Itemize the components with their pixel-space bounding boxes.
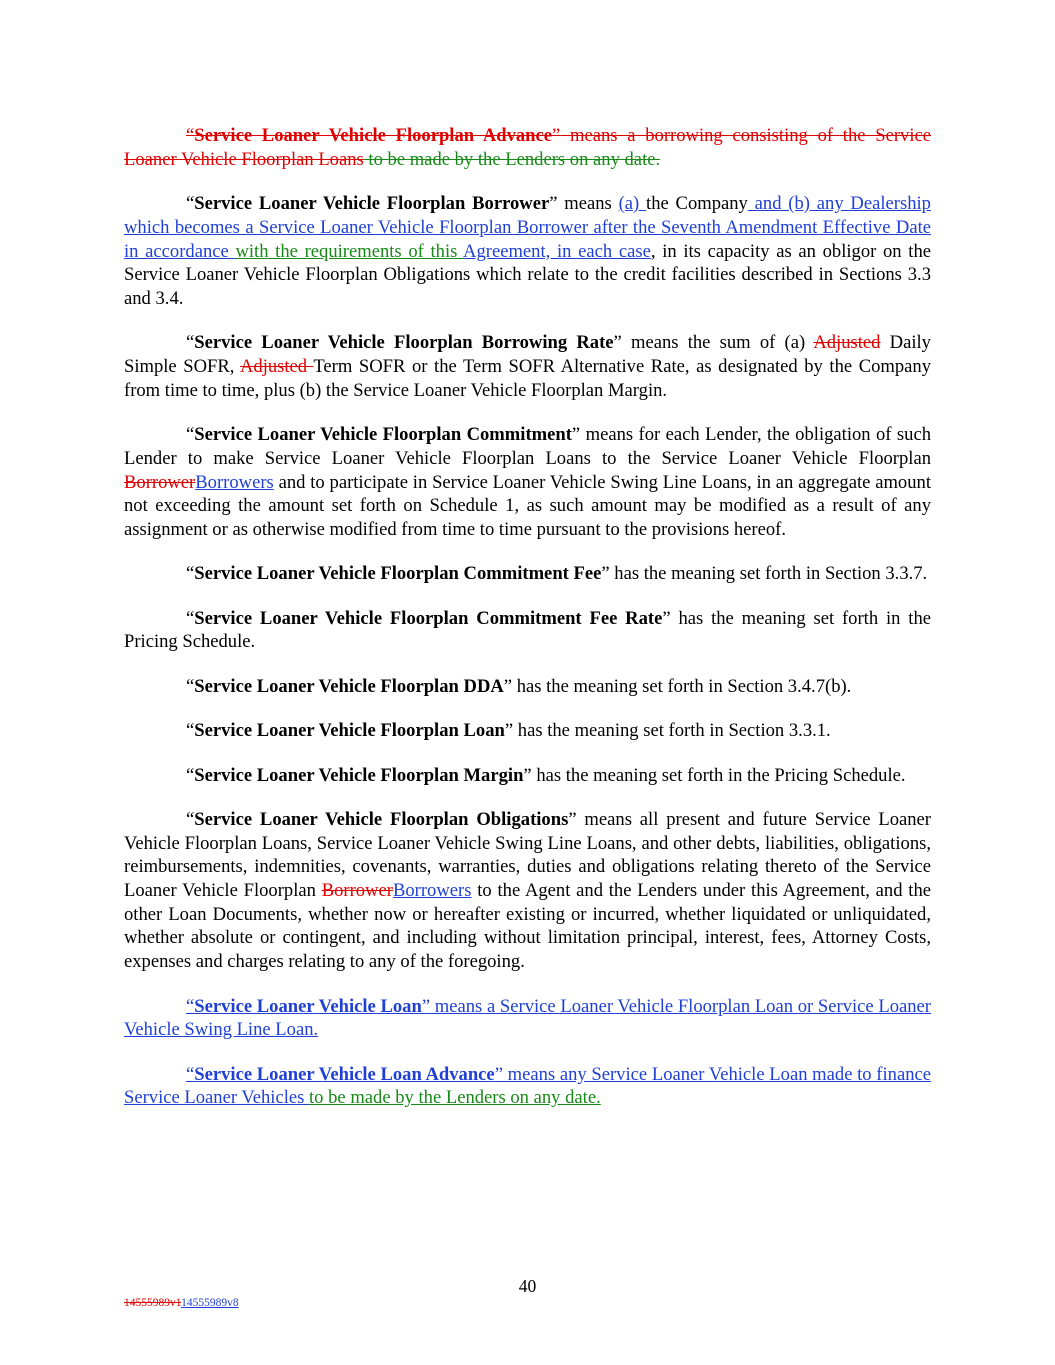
quote-close: ” [571,424,581,446]
definition-service-loaner-vehicle-floorplan-margin [124,764,931,788]
defined-term: Service Loaner Vehicle Floorplan Borrowing Rate [194,332,614,354]
quote-close: ” [549,193,558,215]
moved-text: to be made by the Lenders on any date. [363,148,661,170]
quote-open: “ [186,675,195,697]
inserted-text: Borrowers [195,471,274,493]
quote-open: “ [186,332,195,354]
defined-term: Service Loaner Vehicle Floorplan DDA [194,675,504,697]
definition-service-loaner-vehicle-floorplan-commitment-fee [124,562,931,586]
quote-close: ” [568,808,577,830]
definition-service-loaner-vehicle-floorplan-borrower [124,192,931,311]
quote-close: ” [613,332,622,354]
body-text: Daily Simple SOFR, [124,332,931,377]
quote-close: ” [503,675,513,697]
inserted-text: ” [494,1063,503,1085]
doc-id-deleted: 14555989v1 [124,1297,182,1309]
quote-open: “ [186,424,195,446]
inserted-text: ” [421,995,431,1017]
body-text: , in its capacity as an obligor on the Service Loaner Vehicle Floorplan Obligations which relate to the credit facilities described in Sections 3.3 and 3.4. [124,240,932,309]
document-id [124,1297,239,1309]
defined-term: Service Loaner Vehicle Floorplan Commitment Fee Rate [194,607,663,629]
defined-term: Service Loaner Vehicle Floorplan Borrower [194,193,550,215]
quote-open: “ [186,193,195,215]
body-text: means the sum of (a) [621,332,814,354]
deleted-text: Adjusted [239,356,314,377]
inserted-text: and (b) any Dealership which becomes a Service Loaner Vehicle Floorplan Borrower after the Seventh Amendment Effective Date in accordance [124,193,931,262]
definition-service-loaner-vehicle-floorplan-commitment [124,423,931,542]
defined-term: Service Loaner Vehicle Floorplan Loan [194,720,505,742]
body-text: means [557,193,619,215]
quote-open: “ [186,808,195,830]
deleted-text: Borrower [124,471,196,493]
deleted-text: means a borrowing consisting of the Service Loaner Vehicle Floorplan Loans [124,125,931,170]
definition-service-loaner-vehicle-floorplan-commitment-fee-rate [124,607,931,654]
definition-service-loaner-vehicle-floorplan-advance [124,124,931,171]
body-text: has the meaning set forth in Section 3.4.7(b). [512,675,852,697]
quote-open: “ [186,563,195,585]
moved-text: with the requirements of this [235,240,464,262]
defined-term: Service Loaner Vehicle Loan Advance [194,1063,495,1085]
quote-open: “ [186,607,195,629]
deleted-text: ” [552,125,561,146]
body-text: has the meaning set forth in the Pricing Schedule. [531,764,906,786]
defined-term: Service Loaner Vehicle Floorplan Margin [194,764,524,786]
definition-service-loaner-vehicle-loan-advance [124,1063,931,1110]
body-text: and to participate in Service Loaner Vehicle Swing Line Loans, in an aggregate amount not exceeding the amount set forth on Schedule 1, as such amount may be modified as a result of any assignment or as otherwise modified from time to time pursuant to the provisions hereof. [124,471,931,540]
body-text: has the meaning set forth in Section 3.3.1. [513,720,831,742]
defined-term: Service Loaner Vehicle Floorplan Obligations [194,808,569,830]
inserted-text: “ [186,1063,195,1085]
quote-open: “ [186,764,195,786]
inserted-text: Agreement, in each case [463,240,651,262]
body-text: has the meaning set forth in the Pricing Schedule. [124,607,931,653]
defined-term: Service Loaner Vehicle Loan [194,995,422,1017]
defined-term: Service Loaner Vehicle Floorplan Commitment [194,424,572,446]
deleted-text: Adjusted [813,332,881,354]
moved-text: to be made by the Lenders on any date. [309,1087,601,1109]
quote-open: “ [186,720,195,742]
quote-close: ” [662,607,671,629]
inserted-text: (a) [618,193,647,215]
body-text: to the Agent and the Lenders under this Agreement, and the other Loan Documents, whether now or hereafter existing or incurred, whether liquidated or unliquidated, whether absolute or contingent, and including without limitation principal, interest, fees, Attorney Costs, expenses and charges relating to any of the foregoing. [124,880,931,973]
defined-term: Service Loaner Vehicle Floorplan Commitment Fee [194,563,602,585]
inserted-text: “ [186,995,195,1017]
body-text: means for each Lender, the obligation of such Lender to make Service Loaner Vehicle Floorplan Loans to the Service Loaner Vehicle Floorplan [124,424,931,469]
body-text: the Company [646,193,748,215]
body-text: means all present and future Service Loaner Vehicle Floorplan Loans, Service Loaner Vehicle Swing Line Loans, and other debts, liabilities, obligations, reimbursements, indemnities, covenants, warranties, duties and obligations relating thereto of the Service Loaner Vehicle Floorplan [124,808,931,902]
page-number: 40 [518,1276,537,1296]
deleted-text: “ [186,125,195,146]
quote-close: ” [504,720,514,742]
definition-service-loaner-vehicle-floorplan-loan [124,719,931,743]
inserted-text: Borrowers [392,880,472,902]
inserted-text: means any Service Loaner Vehicle Loan made to finance Service Loaner Vehicles [124,1063,932,1109]
definition-service-loaner-vehicle-floorplan-obligations [124,808,931,974]
document-page [124,124,931,1131]
deleted-text: Borrower [321,880,393,902]
definition-service-loaner-vehicle-floorplan-borrowing-rate [124,331,931,402]
definition-service-loaner-vehicle-loan [124,995,931,1042]
body-text: Term SOFR or the Term SOFR Alternative Rate, as designated by the Company from time to time, plus (b) the Service Loaner Vehicle Floorplan Margin. [124,356,932,401]
definition-service-loaner-vehicle-floorplan-dda [124,675,931,699]
defined-term: Service Loaner Vehicle Floorplan Advance [194,125,553,146]
quote-close: ” [601,563,610,585]
inserted-text: means a Service Loaner Vehicle Floorplan Loan or Service Loaner Vehicle Swing Line Loan. [124,995,931,1041]
doc-id-inserted: 14555989v8 [181,1297,239,1309]
quote-close: ” [523,764,532,786]
body-text: has the meaning set forth in Section 3.3.7. [609,563,928,585]
